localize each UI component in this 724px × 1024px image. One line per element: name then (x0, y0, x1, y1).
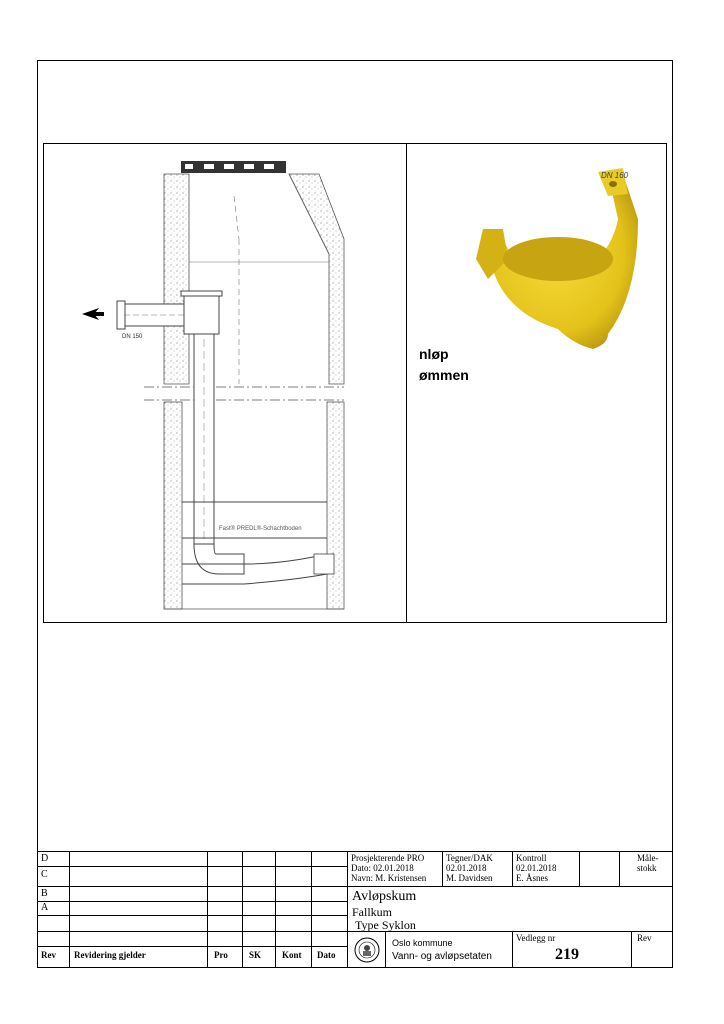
project-date: Dato: 02.01.2018 (351, 863, 414, 873)
project-label: Prosjekterende PRO (351, 853, 425, 863)
manhole-section-drawing (44, 144, 406, 622)
rev-header-rev: Rev (41, 950, 56, 960)
owner-line2: Vann- og avløpsetaten (392, 951, 492, 962)
photo-caption-line1: nløp (419, 346, 449, 362)
drafter-label: Tegner/DAK (446, 853, 493, 863)
title-block (37, 851, 673, 968)
scale-label-1: Måle- (637, 853, 659, 863)
rev-header-dato: Dato (317, 950, 336, 960)
control-date: 02.01.2018 (516, 863, 557, 873)
project-name: Navn: M. Kristensen (351, 873, 427, 883)
owner-line1: Oslo kommune (392, 938, 453, 948)
figure-panel (43, 143, 667, 623)
drawing-subtitle-1: Fallkum (352, 905, 393, 919)
rev-label: Rev (637, 933, 652, 943)
control-label: Kontroll (516, 853, 547, 863)
rev-header-kont: Kont (282, 950, 302, 960)
attachment-label: Vedlegg nr (516, 933, 556, 943)
scale-label-2: stokk (637, 863, 657, 873)
drawing-title: Avløpskum (352, 889, 417, 904)
rev-row-b: B (41, 888, 48, 899)
inlet-dn-label: DN 150 (122, 334, 143, 340)
control-name: E. Åsnes (516, 873, 548, 883)
figure-divider (406, 143, 407, 623)
rev-row-a: A (41, 902, 49, 913)
rev-header-applies: Revidering gjelder (74, 950, 146, 960)
rev-header-pro: Pro (214, 950, 228, 960)
drafter-date: 02.01.2018 (446, 863, 487, 873)
photo-dn-label: DN 160 (601, 171, 629, 180)
rev-row-d: D (41, 853, 49, 864)
drafter-name: M. Davidsen (446, 873, 493, 883)
photo-caption-line2: ømmen (419, 367, 469, 383)
rev-header-sk: SK (249, 950, 262, 960)
cyclone-part-photo (408, 144, 668, 364)
attachment-number: 219 (555, 946, 579, 963)
drawing-subtitle-2: Type Syklon (355, 918, 416, 932)
rev-row-c: C (41, 869, 48, 880)
shaft-bottom-label: Fast® PREDL®-Schachtboden (219, 526, 302, 532)
oslo-kommune-seal (354, 937, 380, 963)
